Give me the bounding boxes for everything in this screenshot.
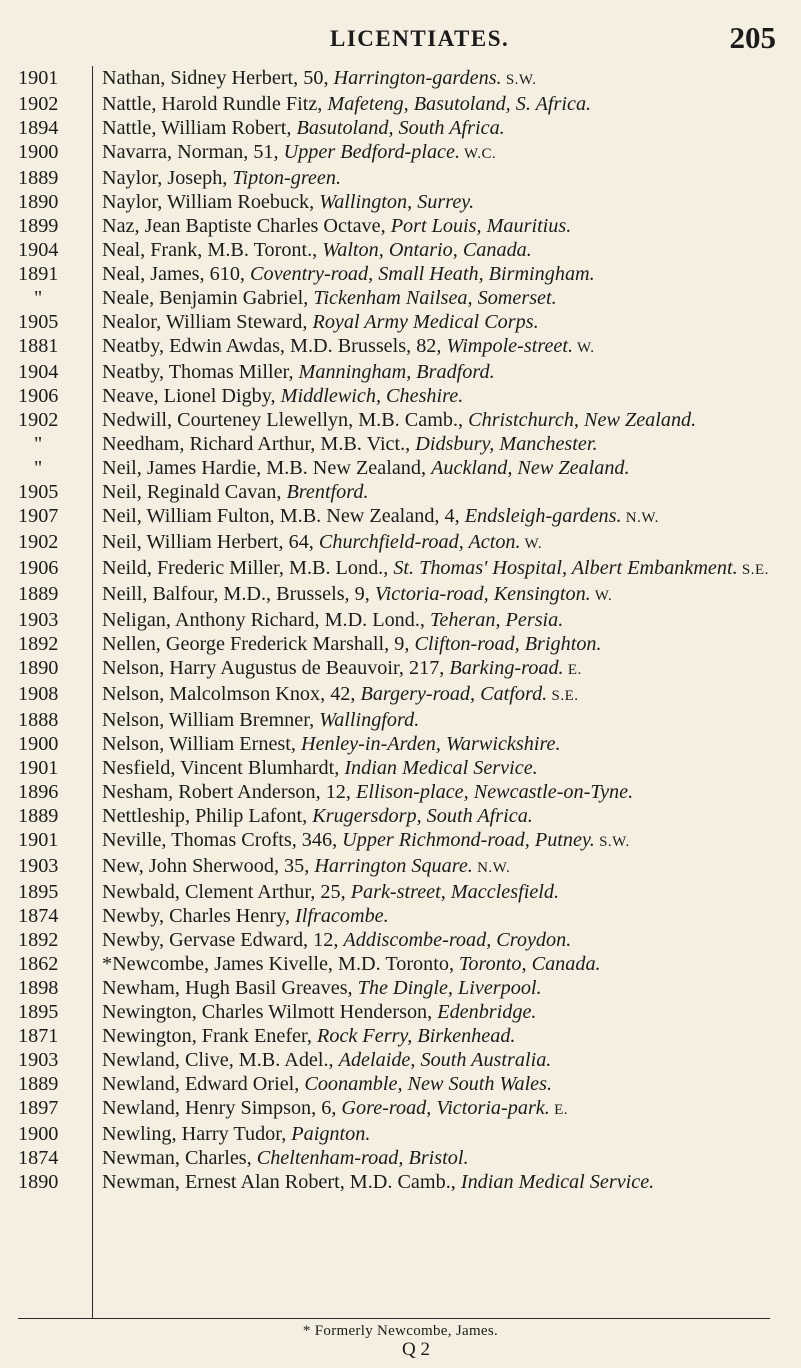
entry-year: 1898 bbox=[18, 977, 59, 999]
list-item bbox=[0, 1000, 801, 1024]
entry-year: 1902 bbox=[18, 531, 59, 553]
entry-name: Nelson, William Ernest, bbox=[102, 733, 301, 755]
entry-text bbox=[92, 880, 801, 904]
entry-text bbox=[92, 582, 801, 608]
entry-address: Indian Medical Service. bbox=[460, 1171, 655, 1193]
list-item bbox=[0, 656, 801, 682]
entry-name: Needham, Richard Arthur, M.B. Vict., bbox=[102, 433, 416, 455]
entry-name: Newland, Henry Simpson, 6, bbox=[102, 1097, 342, 1119]
entry-district: W. bbox=[573, 340, 595, 356]
list-item bbox=[0, 1170, 801, 1194]
entry-address: Harrington-gardens. bbox=[333, 67, 502, 89]
list-item bbox=[0, 708, 801, 732]
list-item bbox=[0, 190, 801, 214]
list-item bbox=[0, 92, 801, 116]
entry-text bbox=[92, 1048, 801, 1072]
entry-name: Newby, Gervase Edward, 12, bbox=[102, 929, 344, 951]
entry-year: 1906 bbox=[18, 385, 59, 407]
entry-text bbox=[92, 334, 801, 360]
list-item bbox=[0, 262, 801, 286]
entry-district: W. bbox=[590, 588, 613, 604]
entry-text bbox=[92, 140, 801, 166]
entry-address: Toronto, Canada. bbox=[459, 953, 601, 975]
entry-name: Nelson, Malcolmson Knox, 42, bbox=[102, 683, 361, 705]
list-item bbox=[0, 880, 801, 904]
entry-name: Newham, Hugh Basil Greaves, bbox=[102, 977, 358, 999]
entry-year: 1895 bbox=[18, 881, 59, 903]
list-item bbox=[0, 384, 801, 408]
entry-address: Wallingford. bbox=[319, 709, 420, 731]
list-item bbox=[0, 804, 801, 828]
list-item bbox=[0, 238, 801, 262]
entry-address: Krugersdorp, South Africa. bbox=[312, 805, 533, 827]
entry-address: Indian Medical Service. bbox=[344, 757, 538, 779]
entry-name: Neville, Thomas Crofts, 346, bbox=[102, 829, 343, 851]
entry-district: W.C. bbox=[460, 146, 497, 162]
entry-text bbox=[92, 1096, 801, 1122]
entry-year: 1892 bbox=[18, 929, 59, 951]
entry-name: Neal, James, 610, bbox=[102, 263, 251, 285]
entry-year: 1903 bbox=[18, 609, 59, 631]
entry-address: Wimpole-street. bbox=[446, 335, 574, 357]
entry-year: 1901 bbox=[18, 829, 59, 851]
entry-year: 1900 bbox=[18, 733, 59, 755]
entry-year: 1895 bbox=[18, 1001, 59, 1023]
entry-address: The Dingle, Liverpool. bbox=[357, 977, 542, 999]
list-item bbox=[0, 116, 801, 140]
list-item bbox=[0, 310, 801, 334]
entry-name: Naz, Jean Baptiste Charles Octave, bbox=[102, 215, 391, 237]
entry-address: Upper Bedford-place. bbox=[283, 141, 461, 163]
entry-name: New, John Sherwood, 35, bbox=[102, 855, 315, 877]
list-item bbox=[0, 286, 801, 310]
entry-name: Newington, Charles Wilmott Henderson, bbox=[102, 1001, 438, 1023]
entry-name: Nelson, William Bremner, bbox=[102, 709, 320, 731]
entry-name: Naylor, William Roebuck, bbox=[102, 191, 320, 213]
list-item bbox=[0, 756, 801, 780]
entry-name: Nathan, Sidney Herbert, 50, bbox=[102, 67, 334, 89]
entry-year: 1862 bbox=[18, 953, 59, 975]
entry-address: Wallington, Surrey. bbox=[319, 191, 475, 213]
entry-address: Clifton-road, Brighton. bbox=[414, 633, 602, 655]
entry-year: 1905 bbox=[18, 481, 59, 503]
entry-name: Nattle, Harold Rundle Fitz, bbox=[102, 93, 328, 115]
entry-address: Brentford. bbox=[286, 481, 369, 503]
entry-address: Auckland, New Zealand. bbox=[431, 457, 630, 479]
entry-name: Newland, Edward Oriel, bbox=[102, 1073, 305, 1095]
list-item bbox=[0, 530, 801, 556]
entry-text bbox=[92, 360, 801, 384]
entry-year: 1903 bbox=[18, 855, 59, 877]
entry-text bbox=[92, 1146, 801, 1170]
entry-name: Neligan, Anthony Richard, M.D. Lond., bbox=[102, 609, 431, 631]
entry-text bbox=[92, 632, 801, 656]
list-item bbox=[0, 732, 801, 756]
entry-text bbox=[92, 310, 801, 334]
list-item bbox=[0, 456, 801, 480]
entry-address: Churchfield-road, Acton. bbox=[318, 531, 521, 553]
entry-text bbox=[92, 408, 801, 432]
entry-text bbox=[92, 384, 801, 408]
entry-name: Neil, William Herbert, 64, bbox=[102, 531, 319, 553]
entry-text bbox=[92, 608, 801, 632]
entry-address: Didsbury, Manchester. bbox=[415, 433, 598, 455]
running-title: LICENTIATES. bbox=[330, 26, 510, 51]
entry-year: 1891 bbox=[18, 263, 59, 285]
entry-address: Middlewich, Cheshire. bbox=[280, 385, 464, 407]
entry-name: Neil, James Hardie, M.B. New Zealand, bbox=[102, 457, 432, 479]
entry-district: N.W. bbox=[621, 510, 659, 526]
entry-year: 1900 bbox=[18, 1123, 59, 1145]
entry-name: Nelson, Harry Augustus de Beauvoir, 217, bbox=[102, 657, 450, 679]
list-item bbox=[0, 854, 801, 880]
list-item bbox=[0, 904, 801, 928]
entry-district: S.W. bbox=[594, 834, 630, 850]
entry-year: 1874 bbox=[18, 905, 59, 927]
entry-address: St. Thomas' Hospital, Albert Embankment. bbox=[393, 557, 738, 579]
list-item bbox=[0, 360, 801, 384]
entry-year: " bbox=[34, 433, 43, 455]
entry-address: Adelaide, South Australia. bbox=[338, 1049, 552, 1071]
entry-text bbox=[92, 456, 801, 480]
entry-year: 1881 bbox=[18, 335, 59, 357]
entry-name: Nealor, William Steward, bbox=[102, 311, 313, 333]
list-item bbox=[0, 1072, 801, 1096]
entry-year: 1908 bbox=[18, 683, 59, 705]
entry-name: Newland, Clive, M.B. Adel., bbox=[102, 1049, 339, 1071]
entry-address: Upper Richmond-road, Putney. bbox=[342, 829, 595, 851]
entry-year: " bbox=[34, 287, 43, 309]
entry-text bbox=[92, 1000, 801, 1024]
entry-year: 1902 bbox=[18, 93, 59, 115]
entry-year: " bbox=[34, 457, 43, 479]
entry-text bbox=[92, 116, 801, 140]
entry-address: Mafeteng, Basutoland, S. Africa. bbox=[327, 93, 592, 115]
entry-text bbox=[92, 432, 801, 456]
entry-name: Neil, Reginald Cavan, bbox=[102, 481, 287, 503]
list-item bbox=[0, 432, 801, 456]
entry-address: Tickenham Nailsea, Somerset. bbox=[313, 287, 557, 309]
entry-name: Newby, Charles Henry, bbox=[102, 905, 296, 927]
entry-address: Ilfracombe. bbox=[295, 905, 389, 927]
entry-name: Nellen, George Frederick Marshall, 9, bbox=[102, 633, 415, 655]
entry-address: Manningham, Bradford. bbox=[298, 361, 495, 383]
entry-address: Tipton-green. bbox=[232, 167, 341, 189]
entry-text bbox=[92, 756, 801, 780]
list-item bbox=[0, 1096, 801, 1122]
entry-text bbox=[92, 904, 801, 928]
entry-text bbox=[92, 1122, 801, 1146]
entry-district: S.W. bbox=[501, 72, 537, 88]
entry-text bbox=[92, 732, 801, 756]
list-item bbox=[0, 928, 801, 952]
entry-address: Royal Army Medical Corps. bbox=[312, 311, 539, 333]
entry-text bbox=[92, 928, 801, 952]
entry-year: 1897 bbox=[18, 1097, 59, 1119]
entry-address: Endsleigh-gardens. bbox=[464, 505, 622, 527]
entry-text bbox=[92, 556, 801, 582]
entry-name: Neatby, Thomas Miller, bbox=[102, 361, 299, 383]
entry-district: W. bbox=[520, 536, 543, 552]
entry-text bbox=[92, 1170, 801, 1194]
entry-address: Victoria-road, Kensington. bbox=[374, 583, 591, 605]
list-item bbox=[0, 828, 801, 854]
entry-year: 1905 bbox=[18, 311, 59, 333]
list-item bbox=[0, 334, 801, 360]
entry-year: 1890 bbox=[18, 657, 59, 679]
entry-text bbox=[92, 952, 801, 976]
entry-address: Ellison-place, Newcastle-on-Tyne. bbox=[356, 781, 634, 803]
entry-text bbox=[92, 238, 801, 262]
entry-year: 1890 bbox=[18, 1171, 59, 1193]
entry-district: N.W. bbox=[472, 860, 511, 876]
page-number: 205 bbox=[729, 20, 776, 55]
entry-text bbox=[92, 804, 801, 828]
entry-address: Teheran, Persia. bbox=[430, 609, 564, 631]
entry-text bbox=[92, 166, 801, 190]
entry-name: Nesfield, Vincent Blumhardt, bbox=[102, 757, 345, 779]
list-item bbox=[0, 682, 801, 708]
entry-name: Newman, Charles, bbox=[102, 1147, 257, 1169]
entry-name: Neal, Frank, M.B. Toront., bbox=[102, 239, 323, 261]
entry-text bbox=[92, 480, 801, 504]
entry-name: Neild, Frederic Miller, M.B. Lond., bbox=[102, 557, 394, 579]
list-item bbox=[0, 66, 801, 92]
entry-district: E. bbox=[563, 662, 582, 678]
entry-name: Newbald, Clement Arthur, 25, bbox=[102, 881, 351, 903]
list-item bbox=[0, 1048, 801, 1072]
entry-address: Basutoland, South Africa. bbox=[296, 117, 505, 139]
entry-year: 1871 bbox=[18, 1025, 59, 1047]
entry-address: Walton, Ontario, Canada. bbox=[322, 239, 532, 261]
list-item bbox=[0, 1146, 801, 1170]
list-item bbox=[0, 214, 801, 238]
entry-year: 1888 bbox=[18, 709, 59, 731]
entry-year: 1903 bbox=[18, 1049, 59, 1071]
entry-text bbox=[92, 1024, 801, 1048]
entry-text bbox=[92, 976, 801, 1000]
entry-year: 1899 bbox=[18, 215, 59, 237]
entry-name: Newman, Ernest Alan Robert, M.D. Camb., bbox=[102, 1171, 461, 1193]
entry-year: 1889 bbox=[18, 583, 59, 605]
list-item bbox=[0, 582, 801, 608]
entry-year: 1901 bbox=[18, 67, 59, 89]
entry-name: *Newcombe, James Kivelle, M.D. Toronto, bbox=[102, 953, 460, 975]
entry-text bbox=[92, 656, 801, 682]
entry-year: 1907 bbox=[18, 505, 59, 527]
entry-year: 1889 bbox=[18, 1073, 59, 1095]
list-item bbox=[0, 166, 801, 190]
entry-year: 1894 bbox=[18, 117, 59, 139]
entry-address: Bargery-road, Catford. bbox=[360, 683, 548, 705]
entry-district: S.E. bbox=[737, 562, 769, 578]
list-item bbox=[0, 504, 801, 530]
entry-text bbox=[92, 66, 801, 92]
entry-name: Nettleship, Philip Lafont, bbox=[102, 805, 313, 827]
entry-year: 1906 bbox=[18, 557, 59, 579]
entry-name: Neale, Benjamin Gabriel, bbox=[102, 287, 314, 309]
list-item bbox=[0, 556, 801, 582]
entry-text bbox=[92, 780, 801, 804]
entry-year: 1896 bbox=[18, 781, 59, 803]
entry-text bbox=[92, 1072, 801, 1096]
entry-address: Park-street, Macclesfield. bbox=[350, 881, 560, 903]
list-item bbox=[0, 952, 801, 976]
entry-text bbox=[92, 262, 801, 286]
entry-name: Navarra, Norman, 51, bbox=[102, 141, 284, 163]
entry-name: Nedwill, Courteney Llewellyn, M.B. Camb., bbox=[102, 409, 469, 431]
list-item bbox=[0, 140, 801, 166]
entry-address: Christchurch, New Zealand. bbox=[468, 409, 697, 431]
entry-name: Neil, William Fulton, M.B. New Zealand, 4, bbox=[102, 505, 465, 527]
entry-text bbox=[92, 828, 801, 854]
entry-address: Addiscombe-road, Croydon. bbox=[343, 929, 572, 951]
entry-name: Newling, Harry Tudor, bbox=[102, 1123, 292, 1145]
list-item bbox=[0, 780, 801, 804]
entry-address: Harrington Square. bbox=[314, 855, 473, 877]
entry-address: Rock Ferry, Birkenhead. bbox=[317, 1025, 516, 1047]
entry-year: 1890 bbox=[18, 191, 59, 213]
entry-year: 1902 bbox=[18, 409, 59, 431]
entry-name: Newington, Frank Enefer, bbox=[102, 1025, 318, 1047]
entry-year: 1900 bbox=[18, 141, 59, 163]
footnote-rule bbox=[18, 1318, 770, 1319]
footnote: * Formerly Newcombe, James. bbox=[302, 1323, 499, 1339]
entry-name: Neatby, Edwin Awdas, M.D. Brussels, 82, bbox=[102, 335, 447, 357]
entry-address: Barking-road. bbox=[449, 657, 564, 679]
entry-district: E. bbox=[549, 1102, 568, 1118]
signature-mark: Q 2 bbox=[402, 1339, 430, 1360]
entry-text bbox=[92, 214, 801, 238]
entry-text bbox=[92, 286, 801, 310]
entry-list bbox=[0, 66, 801, 1194]
entry-year: 1904 bbox=[18, 361, 59, 383]
entry-address: Paignton. bbox=[291, 1123, 371, 1145]
entry-address: Gore-road, Victoria-park. bbox=[341, 1097, 550, 1119]
entry-name: Neave, Lionel Digby, bbox=[102, 385, 281, 407]
entry-text bbox=[92, 504, 801, 530]
entry-address: Port Louis, Mauritius. bbox=[390, 215, 572, 237]
list-item bbox=[0, 608, 801, 632]
entry-name: Nesham, Robert Anderson, 12, bbox=[102, 781, 356, 803]
entry-text bbox=[92, 682, 801, 708]
entry-address: Coonamble, New South Wales. bbox=[304, 1073, 553, 1095]
entry-name: Nattle, William Robert, bbox=[102, 117, 297, 139]
entry-year: 1889 bbox=[18, 167, 59, 189]
list-item bbox=[0, 1122, 801, 1146]
entry-text bbox=[92, 92, 801, 116]
entry-text bbox=[92, 708, 801, 732]
entry-district: S.E. bbox=[547, 688, 579, 704]
entry-text bbox=[92, 190, 801, 214]
entry-address: Cheltenham-road, Bristol. bbox=[256, 1147, 469, 1169]
list-item bbox=[0, 976, 801, 1000]
entry-address: Edenbridge. bbox=[437, 1001, 537, 1023]
entry-year: 1904 bbox=[18, 239, 59, 261]
list-item bbox=[0, 408, 801, 432]
entry-name: Neill, Balfour, M.D., Brussels, 9, bbox=[102, 583, 375, 605]
page-header bbox=[0, 18, 801, 58]
entry-name: Naylor, Joseph, bbox=[102, 167, 233, 189]
entry-text bbox=[92, 854, 801, 880]
list-item bbox=[0, 1024, 801, 1048]
entry-year: 1892 bbox=[18, 633, 59, 655]
entry-year: 1889 bbox=[18, 805, 59, 827]
list-item bbox=[0, 632, 801, 656]
list-item bbox=[0, 480, 801, 504]
entry-address: Coventry-road, Small Heath, Birmingham. bbox=[250, 263, 595, 285]
entry-year: 1874 bbox=[18, 1147, 59, 1169]
entry-year: 1901 bbox=[18, 757, 59, 779]
entry-address: Henley-in-Arden, Warwickshire. bbox=[300, 733, 561, 755]
entry-text bbox=[92, 530, 801, 556]
